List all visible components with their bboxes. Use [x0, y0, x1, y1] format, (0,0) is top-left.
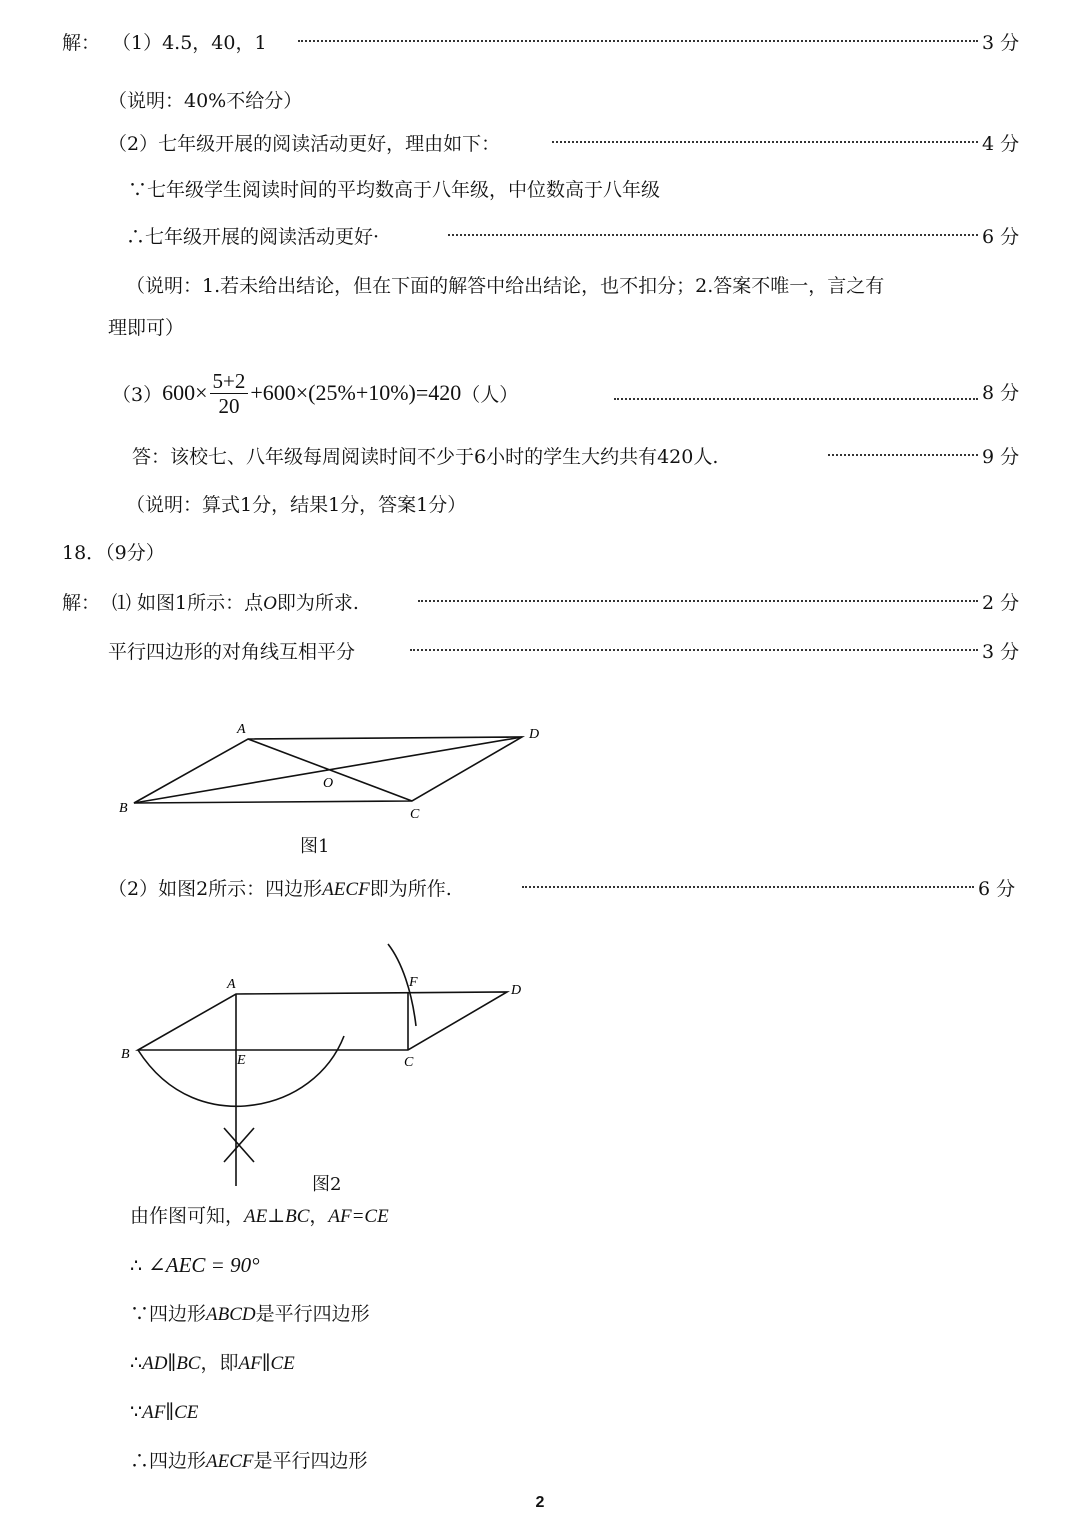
vertex-a-label: A — [237, 722, 246, 737]
q17-part1-text: （1）4.5，40，1 — [112, 32, 267, 54]
vertex-b-label: B — [119, 801, 128, 816]
proof-math: AF∥CE — [238, 1353, 295, 1374]
proof-line-2-text — [130, 1248, 259, 1283]
q18-reason-score: 3 分 — [982, 641, 1020, 663]
q17-part3-b: +600×(25%+10%)=420 — [250, 380, 462, 405]
proof-line-6 — [0, 1444, 1080, 1478]
q17-note1: （说明：40%不给分） — [108, 90, 303, 112]
quad-aecf-label: AECF — [322, 879, 370, 900]
q17-part3-a: 600× — [162, 380, 208, 405]
figure-2-caption: 图2 — [312, 1174, 342, 1195]
q17-therefore1-text: ∴七年级开展的阅读活动更好· — [126, 226, 380, 248]
q17-note2-text2: 理即可） — [108, 317, 185, 339]
vertex-d-label: D — [529, 727, 540, 742]
proof-math: AE⊥BC — [244, 1206, 310, 1227]
q17-part2-text: （2）七年级开展的阅读活动更好，理由如下： — [108, 133, 501, 155]
proof-math: AECF — [206, 1451, 254, 1472]
fraction-numerator: 5+2 — [210, 369, 249, 394]
q18-header: 18．（9分） — [62, 542, 165, 564]
q18-part2-post: 即为所作. — [369, 878, 452, 900]
proof-text: 是平行四边形 — [255, 1303, 370, 1325]
proof-text: ，即 — [200, 1352, 239, 1374]
vertex-a-label: A — [227, 977, 236, 992]
q17-part3-score: 8 分 — [982, 382, 1020, 404]
therefore-symbol: ∴ — [130, 1255, 149, 1277]
proof-math: ∠AEC = 90° — [148, 1253, 260, 1277]
construction-arc-lower — [138, 1036, 344, 1106]
proof-text: 是平行四边形 — [253, 1450, 368, 1472]
proof-line-5 — [0, 1395, 1080, 1429]
answer-prefix: 解： — [62, 32, 101, 54]
because-symbol: ∵ — [130, 1401, 143, 1423]
proof-line-1 — [0, 1199, 1080, 1233]
figure-1-caption: 图1 — [300, 836, 330, 857]
vertex-d-label: D — [511, 983, 522, 998]
q18-part1-pre: ⑴ 如图1所示：点 — [112, 592, 264, 614]
q18-part2-pre: （2）如图2所示：四边形 — [108, 878, 323, 900]
proof-line-6-text — [130, 1444, 368, 1479]
vertex-c-label: C — [410, 807, 420, 822]
q17-answer-text: 答：该校七、八年级每周阅读时间不少于6小时的学生大约共有420人. — [132, 446, 719, 468]
proof-math: AD∥BC — [142, 1353, 201, 1374]
q17-note2-text1: （说明：1.若未给出结论，但在下面的解答中给出结论，也不扣分；2.答案不唯一，言之有 — [126, 275, 885, 297]
page-number: 2 — [535, 1494, 545, 1511]
q17-part2-score: 4 分 — [982, 133, 1020, 155]
center-o-label: O — [323, 776, 334, 791]
proof-math: AF=CE — [328, 1206, 389, 1227]
vertex-b-label: B — [121, 1047, 130, 1062]
q17-part3-label: （3） — [112, 383, 163, 406]
proof-line-1-text — [130, 1199, 389, 1234]
vertex-e-label: E — [237, 1053, 246, 1068]
q17-part1-score: 3 分 — [982, 32, 1020, 54]
vertex-f-label: F — [409, 975, 418, 990]
fraction-denominator: 20 — [218, 393, 240, 418]
proof-text: ∵四边形 — [130, 1303, 207, 1325]
q17-answer-score: 9 分 — [982, 446, 1020, 468]
proof-line-4-text — [130, 1346, 295, 1381]
proof-line-3 — [0, 1297, 1080, 1331]
q18-part2-score: 6 分 — [978, 878, 1016, 900]
q17-note3: （说明：算式1分，结果1分，答案1分） — [126, 494, 467, 516]
proof-line-2 — [0, 1248, 1080, 1282]
q17-therefore1-score: 6 分 — [982, 226, 1020, 248]
proof-line-4 — [0, 1346, 1080, 1380]
proof-text: 由作图可知， — [130, 1205, 245, 1227]
proof-math: AF∥CE — [142, 1402, 199, 1423]
point-o-label: O — [263, 593, 277, 614]
proof-line-5-text — [130, 1395, 198, 1430]
answer-prefix: 解： — [62, 592, 101, 614]
q18-reason-text: 平行四边形的对角线互相平分 — [108, 641, 356, 663]
therefore-symbol: ∴ — [130, 1352, 143, 1374]
proof-math: ABCD — [206, 1304, 256, 1325]
parallelogram-abcd — [138, 992, 507, 1050]
vertex-c-label: C — [404, 1055, 414, 1070]
q18-part1-post: 即为所求. — [276, 592, 359, 614]
proof-text: ， — [309, 1205, 329, 1227]
proof-line-3-text — [130, 1297, 370, 1332]
q17-part3-unit: （人） — [461, 383, 519, 406]
q17-because1: ∵七年级学生阅读时间的平均数高于八年级，中位数高于八年级 — [128, 179, 661, 201]
q18-part1-score: 2 分 — [982, 592, 1020, 614]
proof-text: ∴四边形 — [130, 1450, 207, 1472]
